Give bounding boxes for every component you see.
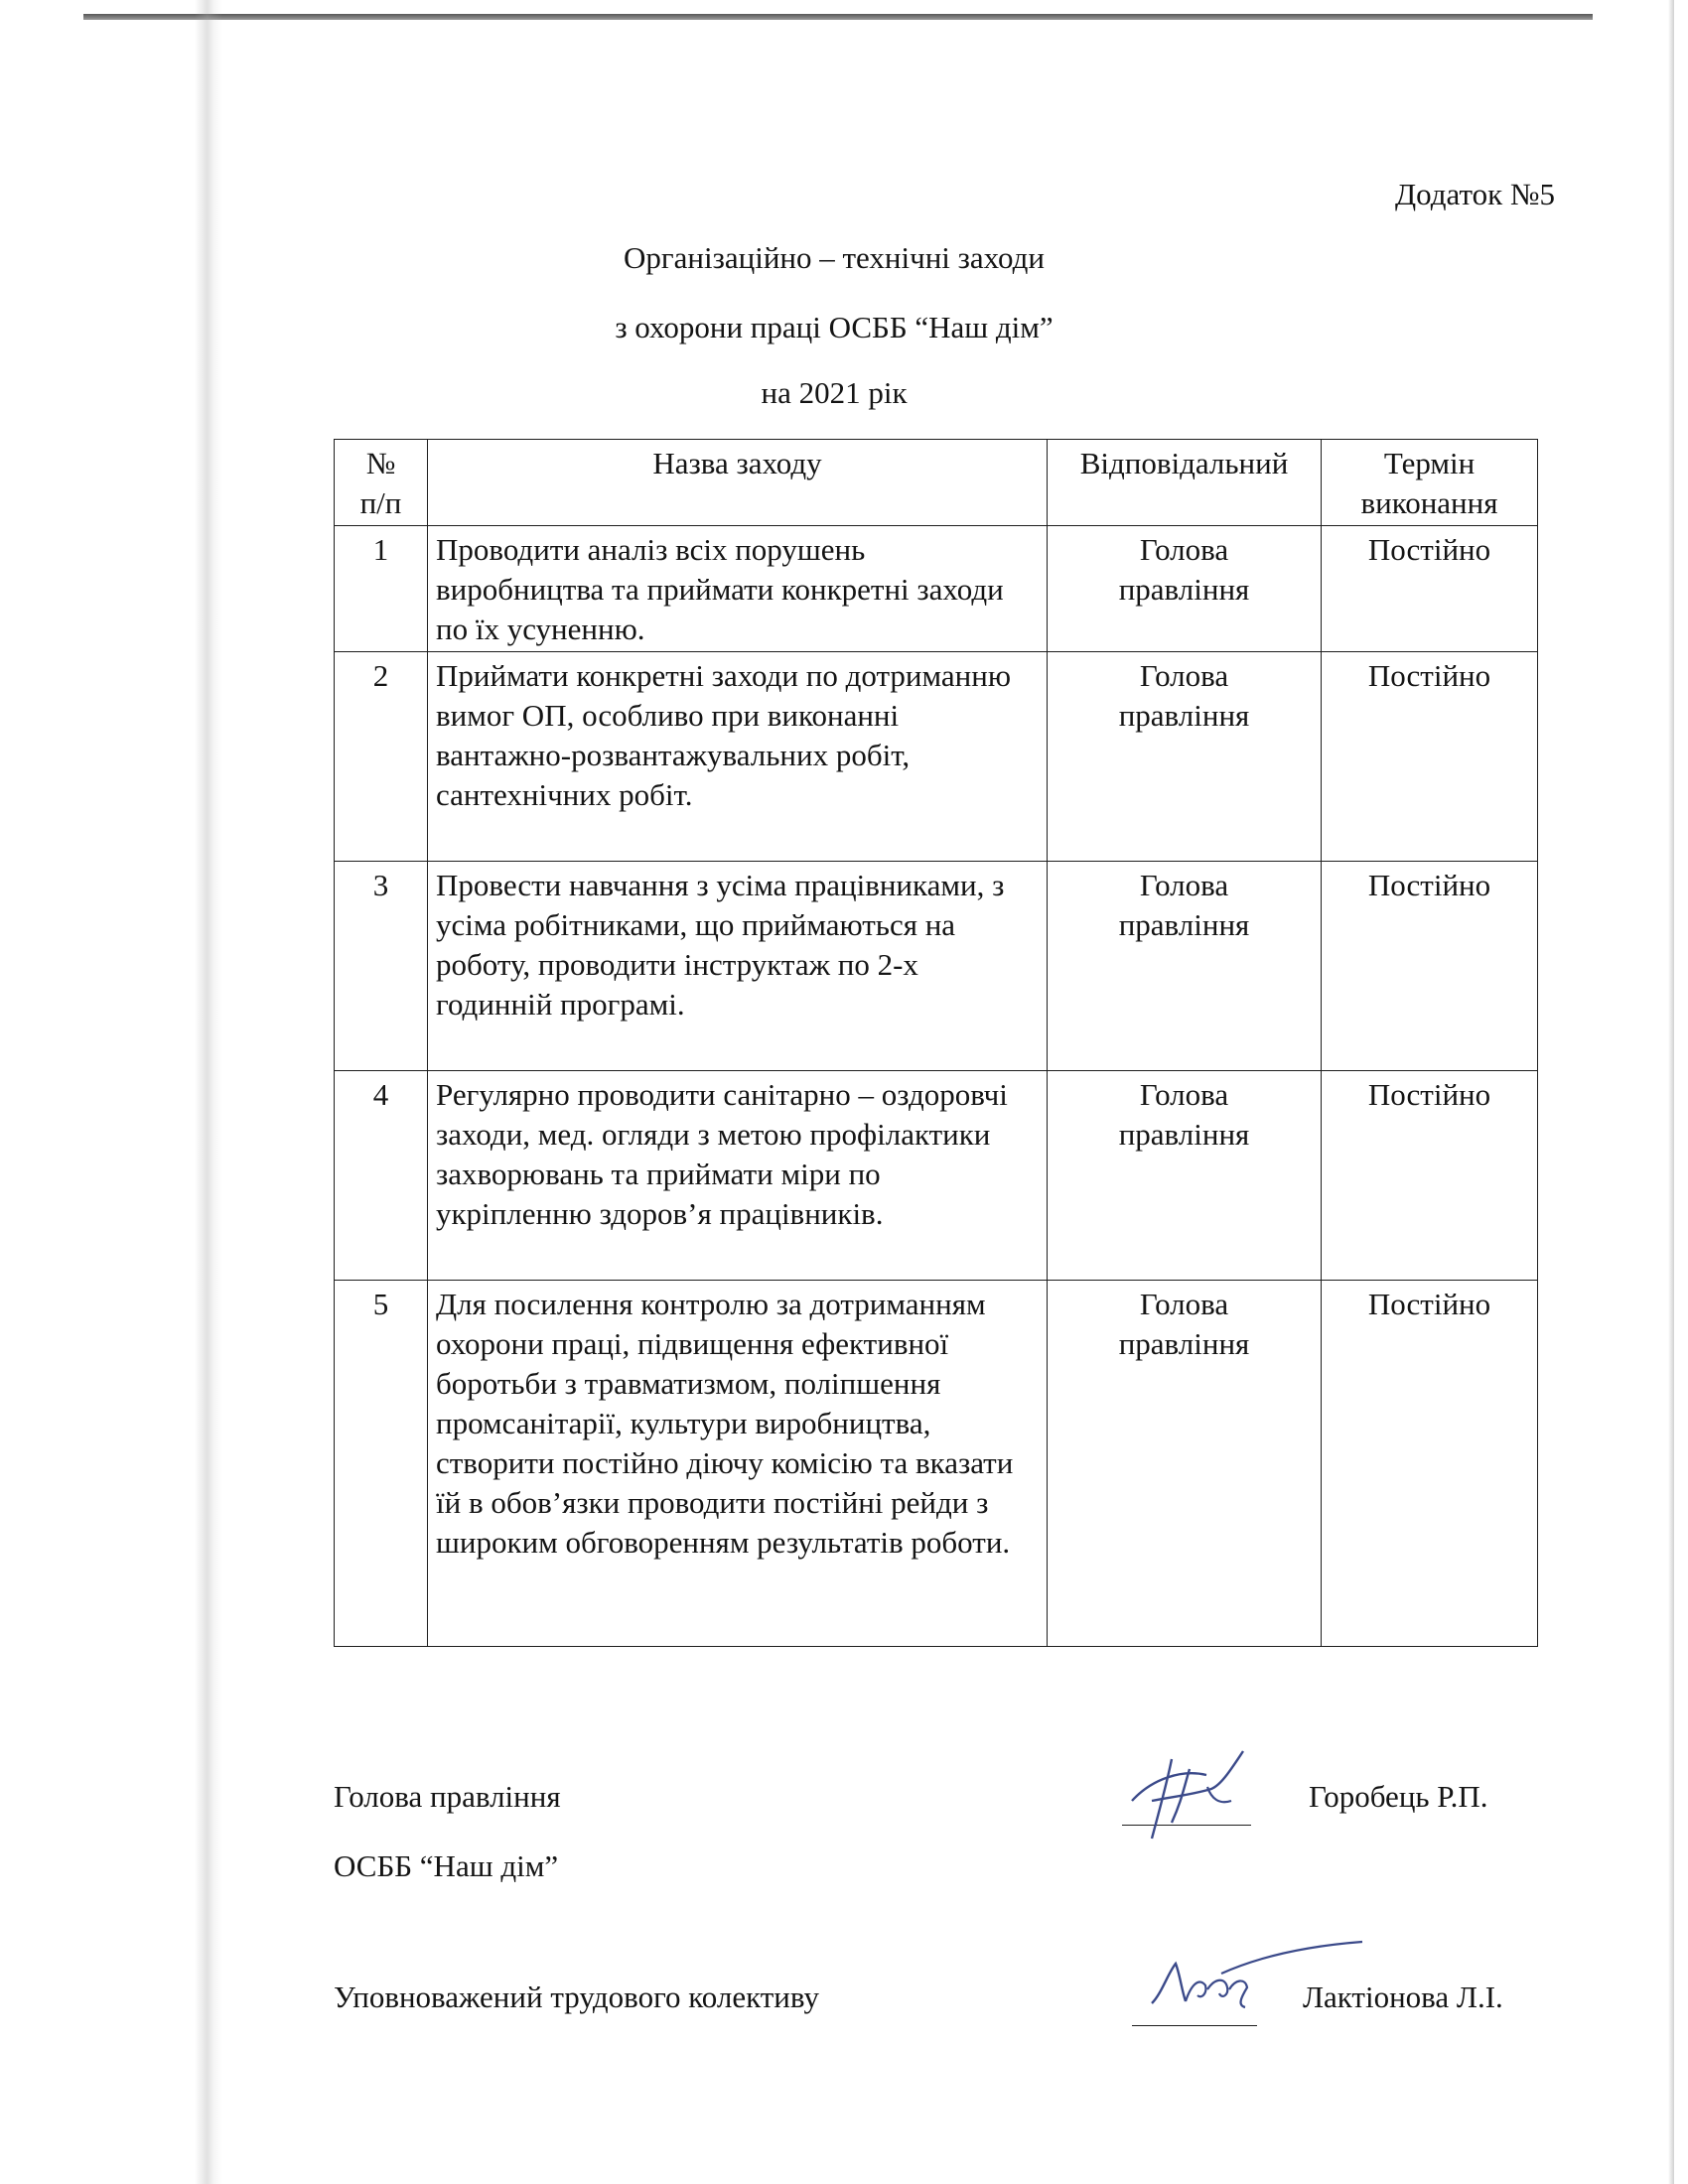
header-name: Назва заходу: [428, 440, 1048, 526]
chair-organization: ОСББ “Наш дім”: [334, 1848, 559, 1883]
document-subtitle: з охорони праці ОСББ “Наш дім”: [615, 310, 1054, 344]
header-number-line1: №: [365, 446, 396, 480]
row-number: 3: [335, 862, 428, 1071]
row-responsible-line1: Голова: [1139, 532, 1229, 567]
row-number: 1: [335, 526, 428, 652]
row-term: Постійно: [1322, 526, 1538, 652]
row-number: 5: [335, 1281, 428, 1647]
row-responsible-line1: Голова: [1139, 868, 1229, 902]
table-header-row: [335, 440, 1538, 526]
row-measure-name: Для посилення контролю за дотриманням охорони праці, підвищення ефективної боротьби з травматизмом, поліпшення промсанітарії, культури виробництва, створити постійно діючу комісію та вказати їй в обов’язки проводити постійні рейди з широким обговоренням результатів роботи.: [428, 1281, 1048, 1647]
table-row: [335, 1071, 1538, 1281]
document-title: Організаційно – технічні заходи: [624, 240, 1045, 275]
row-responsible: [1048, 1281, 1322, 1647]
scan-binding-shadow: [195, 0, 222, 2184]
document-year: на 2021 рік: [761, 375, 908, 410]
row-responsible-line2: правління: [1118, 698, 1250, 733]
header-number-line2: п/п: [359, 485, 402, 520]
row-term: Постійно: [1322, 1281, 1538, 1647]
appendix-label: Додаток №5: [1394, 177, 1555, 211]
row-term: Постійно: [1322, 652, 1538, 862]
header-term: [1322, 440, 1538, 526]
table-row: [335, 1281, 1538, 1647]
row-responsible-line2: правління: [1118, 907, 1250, 942]
table-row: [335, 862, 1538, 1071]
representative-title: Уповноважений трудового колективу: [334, 1979, 819, 2014]
row-measure-name: Провести навчання з усіма працівниками, з усіма робітниками, що приймаються на роботу, проводити інструктаж по 2-х годинній програмі.: [428, 862, 1048, 1071]
table-row: [335, 526, 1538, 652]
row-term: Постійно: [1322, 1071, 1538, 1281]
chair-title: Голова правління: [334, 1779, 561, 1814]
row-measure-name: Регулярно проводити санітарно – оздоровчі заходи, мед. огляди з метою профілактики захворювань та приймати міри по укріпленню здоров’я працівників.: [428, 1071, 1048, 1281]
row-responsible: [1048, 862, 1322, 1071]
row-number: 2: [335, 652, 428, 862]
measures-table: [334, 439, 1538, 1647]
row-measure-name: Проводити аналіз всіх порушень виробництва та приймати конкретні заходи по їх усуненню.: [428, 526, 1048, 652]
header-term-line1: Термін: [1383, 446, 1476, 480]
row-responsible-line2: правління: [1118, 1117, 1250, 1152]
scan-edge-line: [83, 14, 1593, 20]
header-term-line2: виконання: [1360, 485, 1498, 520]
chair-signature: [1112, 1739, 1271, 1848]
row-term: Постійно: [1322, 862, 1538, 1071]
representative-signature-line: [1132, 2025, 1257, 2026]
row-responsible-line1: Голова: [1139, 658, 1229, 693]
row-responsible: [1048, 1071, 1322, 1281]
scan-right-edge: [1668, 0, 1674, 2184]
row-responsible: [1048, 526, 1322, 652]
row-responsible-line1: Голова: [1139, 1287, 1229, 1321]
header-number: [335, 440, 428, 526]
chair-name: Горобець Р.П.: [1309, 1779, 1488, 1814]
header-responsible: Відповідальний: [1048, 440, 1322, 526]
representative-name: Лактіонова Л.І.: [1303, 1979, 1503, 2014]
row-responsible-line1: Голова: [1139, 1077, 1229, 1112]
row-number: 4: [335, 1071, 428, 1281]
row-responsible: [1048, 652, 1322, 862]
row-measure-name: Приймати конкретні заходи по дотриманню вимог ОП, особливо при виконанні вантажно-розвантажувальних робіт, сантехнічних робіт.: [428, 652, 1048, 862]
table-row: [335, 652, 1538, 862]
row-responsible-line2: правління: [1118, 572, 1250, 607]
row-responsible-line2: правління: [1118, 1326, 1250, 1361]
